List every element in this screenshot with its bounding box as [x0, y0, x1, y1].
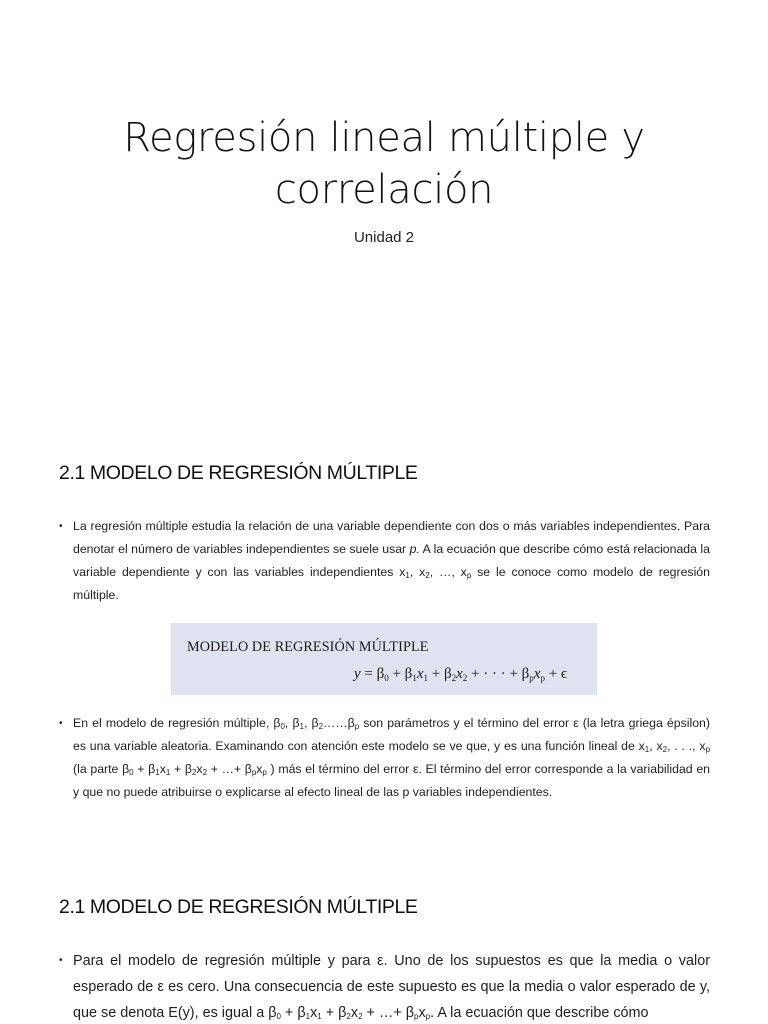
title-slide	[0, 0, 768, 432]
bullet-list-2	[59, 712, 710, 804]
formula-box	[171, 623, 597, 695]
bullet-list-1	[59, 515, 710, 607]
presentation-subtitle: Unidad 2	[353, 229, 415, 246]
bullet-paragraph-1: • La regresión múltiple estudia la relación de una variable dependiente con dos o más variables independientes. Para denotar el número de variables independientes se suele usar p. A la ecuación que describe cómo está relacionada la variable dependiente y con las variables independientes $x_1$, $x_2$, …, $x_p$ se le conoce como modelo de regresión múltiple.	[59, 515, 710, 607]
title-line-1: Regresión lineal múltiple y	[123, 115, 645, 161]
section-heading-2: 2.1 MODELO DE REGRESIÓN MÚLTIPLE	[59, 896, 418, 918]
bullet-list-3	[59, 948, 710, 1024]
title-line-2: correlación	[274, 167, 494, 213]
bullet-paragraph-2: • En el modelo de regresión múltiple, $\beta_0$, $\beta_1$, $\beta_2\dots\dots\beta_p$ son parámetros y el término del error ε (la letra griega épsilon) es una variable aleatoria. Examinando con atención este modelo se ve que, y es una función lineal de $x_1$, $x_2$, . . ., $x_p$ (la parte $\beta_0 + \beta_1x_1 + \beta_2x_2$ + …+ $\beta_px_p$ ) más el término del error ε. El término del error corresponde a la variabilidad en y que no puede atribuirse o explicarse al efecto lineal de las p variables independientes.	[59, 712, 710, 804]
formula-title: MODELO DE REGRESIÓN MÚLTIPLE	[187, 639, 429, 655]
bullet-paragraph-3: • Para el modelo de regresión múltiple y para ε. Uno de los supuestos es que la media o valor esperado de ε es cero. Una consecuencia de este supuesto es que la media o valor esperado de y, que se denota E(y), es igual a $\beta_0 + \beta_1x_1 + \beta_2x_2$ + …+ $\beta_px_p$. A la ecuación que describe cómo	[59, 948, 710, 1024]
regression-formula: $y = \beta_0 + \beta_1x_1 + \beta_2x_2$ + · · · + $\beta_px_p + \epsilon$	[353, 666, 567, 683]
section-heading-1: 2.1 MODELO DE REGRESIÓN MÚLTIPLE	[59, 462, 418, 484]
presentation-title	[60, 112, 708, 216]
